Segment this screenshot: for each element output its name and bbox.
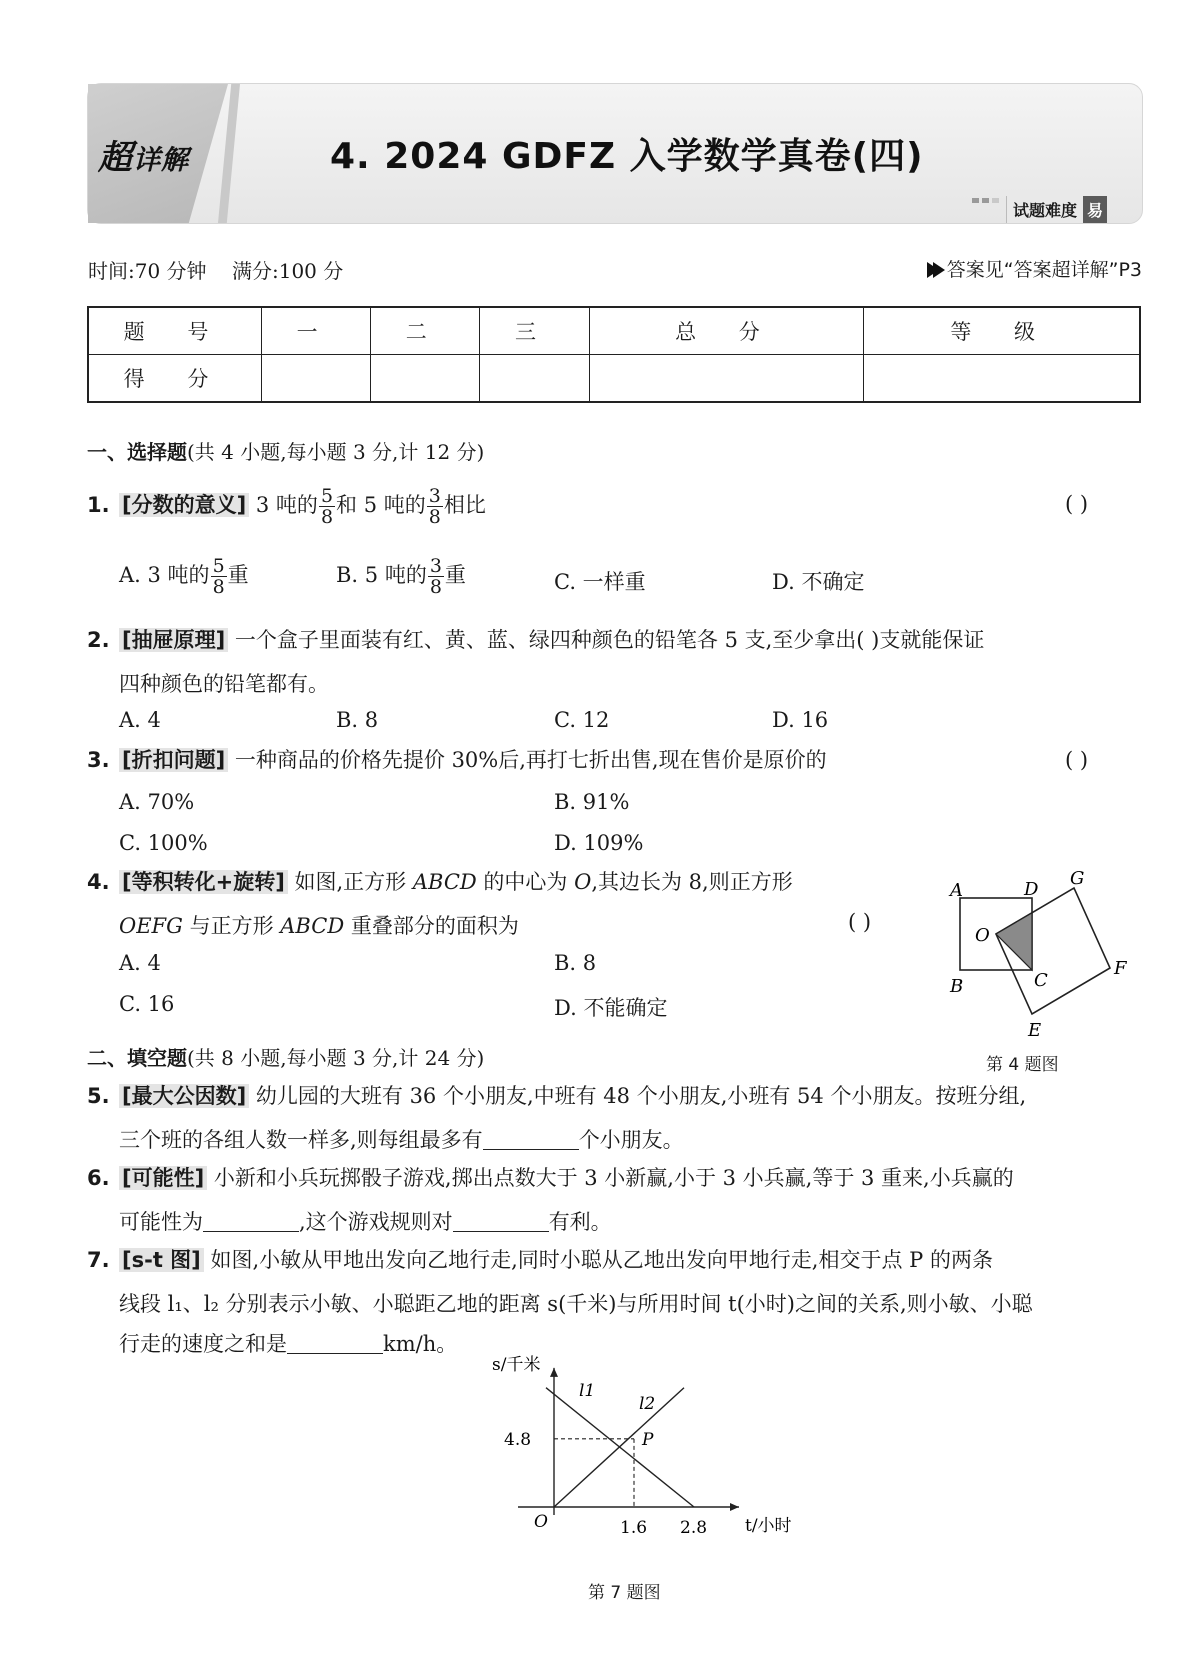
answer-blank[interactable] [453, 1211, 549, 1232]
table-cell: 得 分 [88, 355, 262, 403]
label-b: B [950, 976, 964, 997]
y-axis-arrow-icon [550, 1368, 558, 1377]
exam-time: 时间:70 分钟 [88, 259, 207, 283]
option-b[interactable]: B. 91% [554, 790, 630, 814]
option-b[interactable]: B. 8 [554, 951, 597, 975]
question-2-line-2: 四种颜色的铅笔都有。 [119, 672, 329, 696]
question-4-figure [930, 868, 1150, 1048]
question-2: 2. [抽屉原理] 一个盒子里面装有红、黄、蓝、绿四种颜色的铅笔各 5 支,至少拿出( )支就能保证 [87, 628, 985, 652]
origin-label: O [534, 1512, 548, 1532]
figure-caption: 第 7 题图 [588, 1583, 661, 1603]
score-table [87, 306, 1141, 403]
question-7-line-3: 行走的速度之和是 km/h。 [119, 1332, 458, 1356]
exam-full-score: 满分:100 分 [231, 259, 344, 283]
label-c: C [1034, 970, 1048, 991]
question-tag: [分数的意义] [119, 493, 249, 517]
question-tag: [等积转化+旋转] [119, 870, 288, 894]
difficulty-badge [1006, 196, 1107, 222]
difficulty-level: 易 [1083, 196, 1107, 223]
option-a[interactable]: A. 70% [119, 790, 195, 814]
label-o: O [975, 925, 990, 946]
difficulty-label: 试题难度 [1006, 196, 1083, 223]
answer-parens[interactable]: ( ) [1065, 748, 1089, 772]
x-tick-label: 2.8 [680, 1518, 708, 1538]
table-cell: 题 号 [88, 307, 262, 355]
y-axis-label: s/千米 [492, 1354, 541, 1375]
series-l2 [546, 1388, 694, 1507]
section-heading: 一、选择题(共 4 小题,每小题 3 分,计 12 分) [87, 440, 485, 464]
score-cell[interactable] [480, 355, 589, 403]
option-d[interactable]: D. 109% [554, 831, 644, 855]
exam-meta [88, 255, 343, 284]
option-a[interactable]: A. 4 [119, 951, 161, 975]
question-5: 5. [最大公因数] 幼儿园的大班有 36 个小朋友,中班有 48 个小朋友,小班有 54 个小朋友。按班分组, [87, 1084, 1027, 1108]
label-e: E [1028, 1020, 1042, 1041]
option-b[interactable]: B. 8 [336, 708, 379, 732]
option-c[interactable]: C. 一样重 [554, 570, 646, 594]
score-cell[interactable] [262, 355, 371, 403]
answer-blank[interactable] [287, 1333, 383, 1354]
series-label-l2: l2 [639, 1394, 656, 1415]
question-tag: [抽屉原理] [119, 628, 228, 652]
series-label-l1: l1 [579, 1381, 596, 1402]
table-row [88, 355, 1140, 403]
y-tick-label: 4.8 [504, 1429, 532, 1450]
answer-reference: 答案见“答案超详解”P3 [927, 255, 1142, 282]
brand-logo: 超详解 [98, 138, 189, 178]
question-4-line-2: OEFG 与正方形 ABCD 重叠部分的面积为 [119, 914, 519, 938]
question-tag: [折扣问题] [119, 748, 228, 772]
option-a[interactable]: A. 4 [119, 708, 161, 732]
figure-caption: 第 4 题图 [986, 1055, 1059, 1075]
question-6-line-2: 可能性为 ,这个游戏规则对 有利。 [119, 1210, 612, 1234]
option-d[interactable]: D. 16 [772, 708, 829, 732]
play-arrow-icon-2 [933, 262, 945, 278]
question-6: 6. [可能性] 小新和小兵玩掷骰子游戏,掷出点数大于 3 小新赢,小于 3 小兵赢,等于 3 重来,小兵赢的 [87, 1166, 1014, 1190]
table-row [88, 307, 1140, 355]
answer-parens[interactable]: ( ) [1065, 492, 1089, 516]
question-7: 7. [s-t 图] 如图,小敏从甲地出发向乙地行走,同时小聪从乙地出发向甲地行走,相交于点 P 的两条 [87, 1248, 993, 1272]
label-d: D [1024, 879, 1039, 900]
score-cell[interactable] [864, 355, 1140, 403]
question-7-chart [480, 1354, 792, 1555]
point-label: P [642, 1429, 654, 1450]
answer-blank[interactable] [483, 1129, 579, 1150]
question-7-line-2: 线段 l₁、l₂ 分别表示小敏、小聪距乙地的距离 s(千米)与所用时间 t(小时)之间的关系,则小敏、小聪 [119, 1292, 1033, 1316]
question-tag: [s-t 图] [119, 1248, 204, 1272]
table-cell: 一 [262, 307, 371, 355]
question-3: 3. [折扣问题] 一种商品的价格先提价 30%后,再打七折出售,现在售价是原价的 [87, 748, 827, 772]
label-a: A [950, 880, 963, 901]
fraction: $\frac{3}{8}$ [428, 485, 441, 528]
score-cell[interactable] [371, 355, 480, 403]
table-cell: 总 分 [589, 307, 864, 355]
option-d[interactable]: D. 不能确定 [554, 996, 668, 1020]
label-f: F [1114, 958, 1127, 979]
option-c[interactable]: C. 16 [119, 992, 175, 1016]
question-4: 4. [等积转化+旋转] 如图,正方形 ABCD 的中心为 O,其边长为 8,则正方形 [87, 870, 793, 894]
option-b[interactable]: B. 5 吨的 $\frac{3}{8}$ 重 [336, 555, 466, 598]
fraction: $\frac{5}{8}$ [320, 485, 334, 528]
table-cell: 二 [371, 307, 480, 355]
label-g: G [1070, 868, 1085, 889]
difficulty-dots-icon [972, 198, 999, 203]
overlap-region [996, 913, 1032, 970]
x-axis-arrow-icon [730, 1503, 739, 1511]
answer-parens[interactable]: ( ) [848, 910, 872, 934]
question-1: 1. [分数的意义] 3 吨的 $\frac{5}{8}$ 和 5 吨的 $\frac{3}{8}$ 相比 [87, 485, 486, 528]
option-a[interactable]: A. 3 吨的 $\frac{5}{8}$ 重 [119, 555, 249, 598]
question-tag: [可能性] [119, 1166, 207, 1190]
question-tag: [最大公因数] [119, 1084, 249, 1108]
option-c[interactable]: C. 100% [119, 831, 208, 855]
answer-blank[interactable] [203, 1211, 299, 1232]
table-cell: 等 级 [864, 307, 1140, 355]
option-d[interactable]: D. 不确定 [772, 570, 865, 594]
question-5-line-2: 三个班的各组人数一样多,则每组最多有 个小朋友。 [119, 1128, 684, 1152]
page-title: 4. 2024 GDFZ 入学数学真卷(四) [330, 136, 924, 177]
score-cell[interactable] [589, 355, 864, 403]
section-heading: 二、填空题(共 8 小题,每小题 3 分,计 24 分) [87, 1046, 485, 1070]
table-cell: 三 [480, 307, 589, 355]
x-tick-label: 1.6 [620, 1518, 648, 1538]
option-c[interactable]: C. 12 [554, 708, 610, 732]
x-axis-label: t/小时 [745, 1516, 792, 1536]
